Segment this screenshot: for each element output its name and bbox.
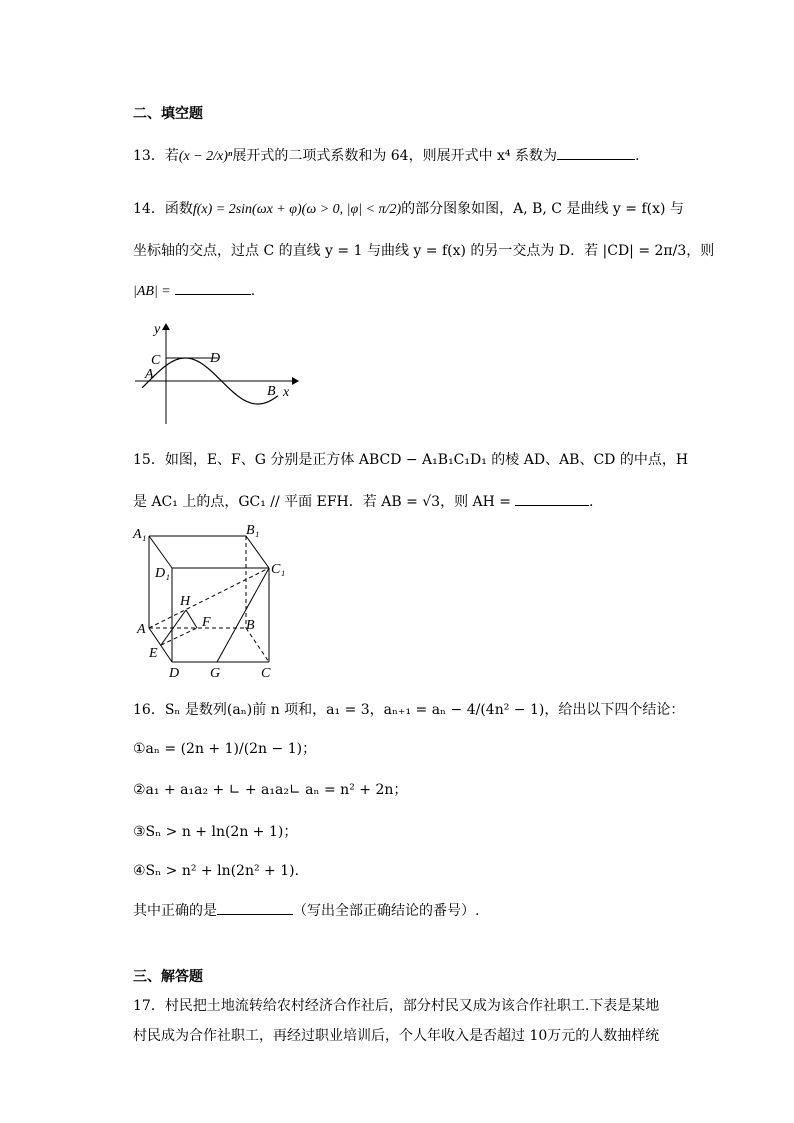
- x-axis-arrow-icon: [292, 377, 299, 385]
- q13-expression: (x − 2/x)ⁿ: [178, 149, 233, 164]
- cube-figure: [128, 520, 298, 682]
- q16-option-1: ①aₙ = (2n + 1)/(2n − 1)；: [133, 741, 317, 757]
- cube-label-b1: B₁: [246, 523, 260, 538]
- cube-label-g: G: [210, 666, 221, 681]
- question-14-line2: 坐标轴的交点，过点 C 的直线 y = 1 与曲线 y = f(x) 的另一交点为 D．若 |CD| = 2π/3，则: [133, 243, 715, 259]
- q15-answer-blank: [515, 493, 589, 506]
- graph-label-c: C: [151, 353, 161, 368]
- q14-answer-blank: [175, 282, 251, 295]
- graph-label-y: y: [154, 322, 161, 337]
- question-13: 13．若(x − 2/x)ⁿ展开式的二项式系数和为 64，则展开式中 x⁴ 系数为 .: [133, 148, 640, 164]
- y-axis-arrow-icon: [162, 323, 170, 330]
- cube-label-a: A: [137, 622, 146, 637]
- graph-label-a: A: [145, 367, 154, 382]
- graph-label-d: D: [210, 351, 221, 366]
- q13-answer-blank: [557, 147, 635, 160]
- cube-label-c1: C₁: [271, 562, 286, 577]
- cube-label-b: B: [246, 618, 255, 633]
- question-17-line2: 村民成为合作社职工，再经过职业培训后，个人年收入是否超过 10万元的人数抽样统: [133, 1028, 660, 1044]
- question-15-line1: 15．如图，E、F、G 分别是正方体 ABCD − A₁B₁C₁D₁ 的棱 AD、AB、CD 的中点，H: [133, 452, 689, 468]
- question-14-line1: 14．函数f(x) = 2sin(ωx + φ)(ω > 0, |φ| < π/2)的部分图象如图，A, B, C 是曲线 y = f(x) 与: [133, 201, 684, 217]
- section-heading-fill-blank: 二、填空题: [133, 106, 203, 122]
- cube-label-d1: D₁: [155, 566, 170, 581]
- q14-formula: f(x) = 2sin(ωx + φ)(ω > 0, |φ| < π/2): [192, 202, 402, 217]
- q16-option-3: ③Sₙ > n + ln(2n + 1)；: [133, 824, 298, 840]
- hidden-edge-bc: [246, 628, 269, 662]
- q16-option-4: ④Sₙ > n² + ln(2n² + 1).: [133, 863, 300, 879]
- q13-text: 展开式的二项式系数和为 64，则展开式中 x⁴ 系数为: [232, 148, 557, 164]
- sine-graph: [130, 318, 300, 428]
- section-heading-answer: 三、解答题: [133, 969, 203, 985]
- graph-label-b: B: [267, 384, 276, 399]
- q16-answer-blank: [217, 902, 293, 915]
- segment-hf: [186, 610, 197, 628]
- cube-label-e: E: [149, 646, 158, 661]
- q16-conclusion: 其中正确的是 （写出全部正确结论的番号）.: [133, 903, 480, 919]
- question-14-line3: |AB| = .: [133, 283, 256, 299]
- cube-label-c: C: [261, 666, 271, 681]
- cube-label-h: H: [180, 594, 191, 609]
- graph-label-x: x: [283, 385, 290, 400]
- hidden-segment-ef: [161, 628, 197, 645]
- question-15-line2: 是 AC₁ 上的点，GC₁ // 平面 EFH．若 AB = √3，则 AH = .: [133, 494, 594, 510]
- edge-b1c1: [246, 536, 269, 568]
- q13-number: 13．若: [133, 148, 179, 164]
- cube-label-d: D: [169, 666, 180, 681]
- segment-gc1: [217, 568, 269, 662]
- question-16: 16．Sₙ 是数列(aₙ)前 n 项和，a₁ = 3，aₙ₊₁ = aₙ − 4/(4n² − 1)，给出以下四个结论：: [133, 702, 685, 718]
- edge-a1d1: [149, 536, 172, 568]
- q16-option-2: ②a₁ + a₁a₂ + ∟ + a₁a₂∟ aₙ = n² + 2n；: [133, 782, 408, 798]
- question-17-line1: 17．村民把土地流转给农村经济合作社后，部分村民又成为该合作社职工.下表是某地: [133, 998, 660, 1014]
- cube-label-a1: A₁: [133, 527, 147, 542]
- cube-label-f: F: [202, 615, 211, 630]
